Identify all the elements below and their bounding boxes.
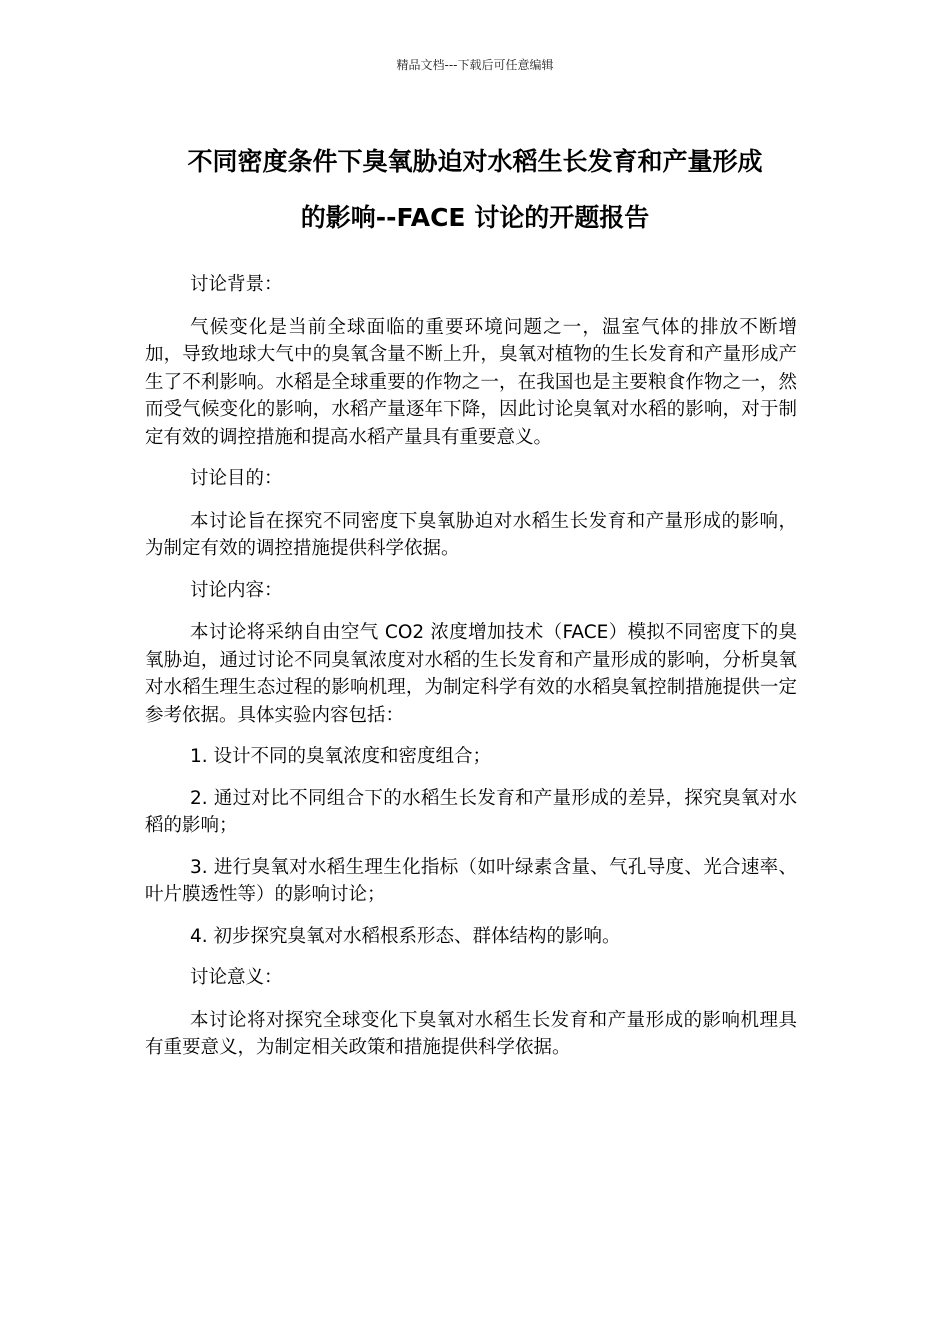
document-title <box>120 134 830 246</box>
purpose-paragraph: 本讨论旨在探究不同密度下臭氧胁迫对水稻生长发育和产量形成的影响，为制定有效的调控措施提供科学依据。 <box>145 510 797 559</box>
background-heading: 讨论背景： <box>190 274 283 295</box>
document-body <box>145 271 797 1076</box>
title-line-1: 不同密度条件下臭氧胁迫对水稻生长发育和产量形成 <box>187 147 763 176</box>
background-paragraph: 气候变化是当前全球面临的重要环境问题之一，温室气体的排放不断增加，导致地球大气中的臭氧含量不断上升，臭氧对植物的生长发育和产量形成产生了不利影响。水稻是全球重要的作物之一，在我国也是主要粮食作物之一，然而受气候变化的影响，水稻产量逐年下降，因此讨论臭氧对水稻的影响，对于制定有效的调控措施和提高水稻产量具有重要意义。 <box>145 316 797 448</box>
content-item-4: 4. 初步探究臭氧对水稻根系形态、群体结构的影响。 <box>190 925 621 947</box>
title-line-2: 的影响--FACE 讨论的开题报告 <box>300 203 650 232</box>
content-item-1: 1. 设计不同的臭氧浓度和密度组合； <box>190 746 492 767</box>
significance-paragraph: 本讨论将对探究全球变化下臭氧对水稻生长发育和产量形成的影响机理具有重要意义，为制定相关政策和措施提供科学依据。 <box>145 1009 797 1058</box>
content-item-3: 3. 进行臭氧对水稻生理生化指标（如叶绿素含量、气孔导度、光合速率、叶片膜透性等）的影响讨论； <box>145 856 797 905</box>
significance-heading: 讨论意义： <box>190 967 283 988</box>
content-paragraph: 本讨论将采纳自由空气 CO2 浓度增加技术（FACE）模拟不同密度下的臭氧胁迫，通过讨论不同臭氧浓度对水稻的生长发育和产量形成的影响，分析臭氧对水稻生理生态过程的影响机理，为制定科学有效的水稻臭氧控制措施提供一定参考依据。具体实验内容包括： <box>145 622 797 726</box>
content-heading: 讨论内容： <box>190 579 283 601</box>
purpose-heading: 讨论目的： <box>190 468 283 489</box>
content-item-2: 2. 通过对比不同组合下的水稻生长发育和产量形成的差异，探究臭氧对水稻的影响； <box>145 787 797 836</box>
page-header: 精品文档---下载后可任意编辑 <box>396 58 554 72</box>
